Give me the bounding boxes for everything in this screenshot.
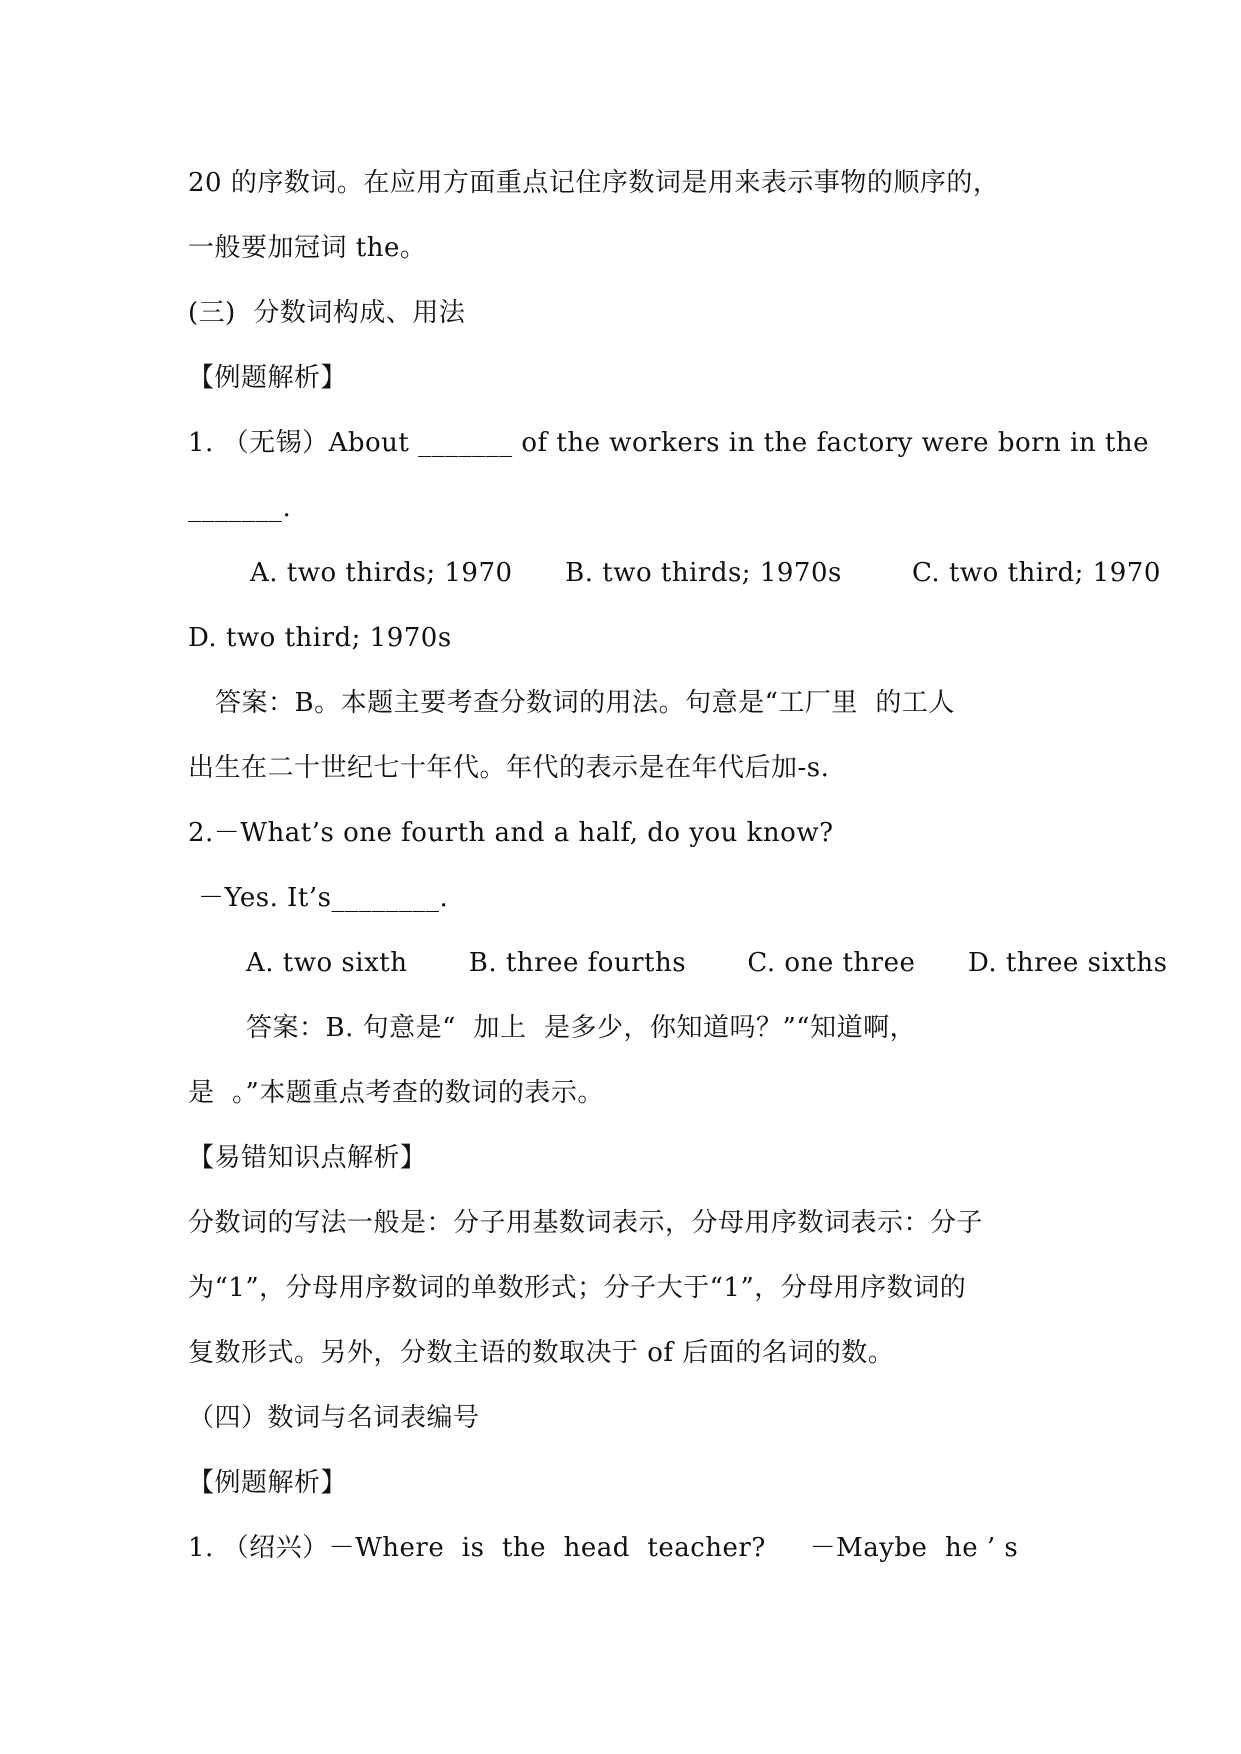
question-2-text: 2.－What’s one fourth and a half, do you know?	[188, 818, 834, 848]
question-1-option-d: D. two third; 1970s	[188, 623, 452, 653]
question-2-options: A. two sixth B. three fourths C. one three D. three sixths	[246, 948, 1168, 978]
question-1-blank: _______.	[188, 493, 292, 523]
explanation-line-1: 分数词的写法一般是：分子用基数词表示，分母用序数词表示：分子	[188, 1208, 984, 1238]
error-points-heading: 【易错知识点解析】	[188, 1143, 427, 1173]
answer-1-line-1: 答案：B。本题主要考查分数词的用法。句意是“工厂里 的工人	[215, 688, 955, 718]
question-3-text: 1. （绍兴）－Where is the head teacher? －Maybe he ’ s	[188, 1533, 1019, 1563]
text-line-1: 20 的序数词。在应用方面重点记住序数词是用来表示事物的顺序的，	[188, 168, 1000, 198]
example-heading-2: 【例题解析】	[188, 1468, 348, 1498]
answer-2-line-1: 答案：B. 句意是“ 加上 是多少，你知道吗？”“知道啊，	[246, 1013, 917, 1043]
question-1-options: A. two thirds; 1970 B. two thirds; 1970s C. two third; 1970	[250, 558, 1161, 588]
example-heading: 【例题解析】	[188, 363, 348, 393]
section-heading-numbering: （四）数词与名词表编号	[188, 1403, 480, 1433]
explanation-line-3: 复数形式。另外，分数主语的数取决于 of 后面的名词的数。	[188, 1338, 895, 1368]
explanation-line-2: 为“1”，分母用序数词的单数形式；分子大于“1”，分母用序数词的	[188, 1273, 967, 1303]
answer-2-line-2: 是 。”本题重点考查的数词的表示。	[188, 1078, 604, 1108]
section-heading-fractions: (三) 分数词构成、用法	[188, 298, 466, 328]
question-2-reply: －Yes. It’s________.	[198, 883, 449, 913]
question-1-text: 1. （无锡）About _______ of the workers in the factory were born in the	[188, 428, 1149, 458]
text-line-2: 一般要加冠词 the。	[188, 233, 427, 263]
answer-1-line-2: 出生在二十世纪七十年代。年代的表示是在年代后加-s.	[188, 753, 830, 783]
